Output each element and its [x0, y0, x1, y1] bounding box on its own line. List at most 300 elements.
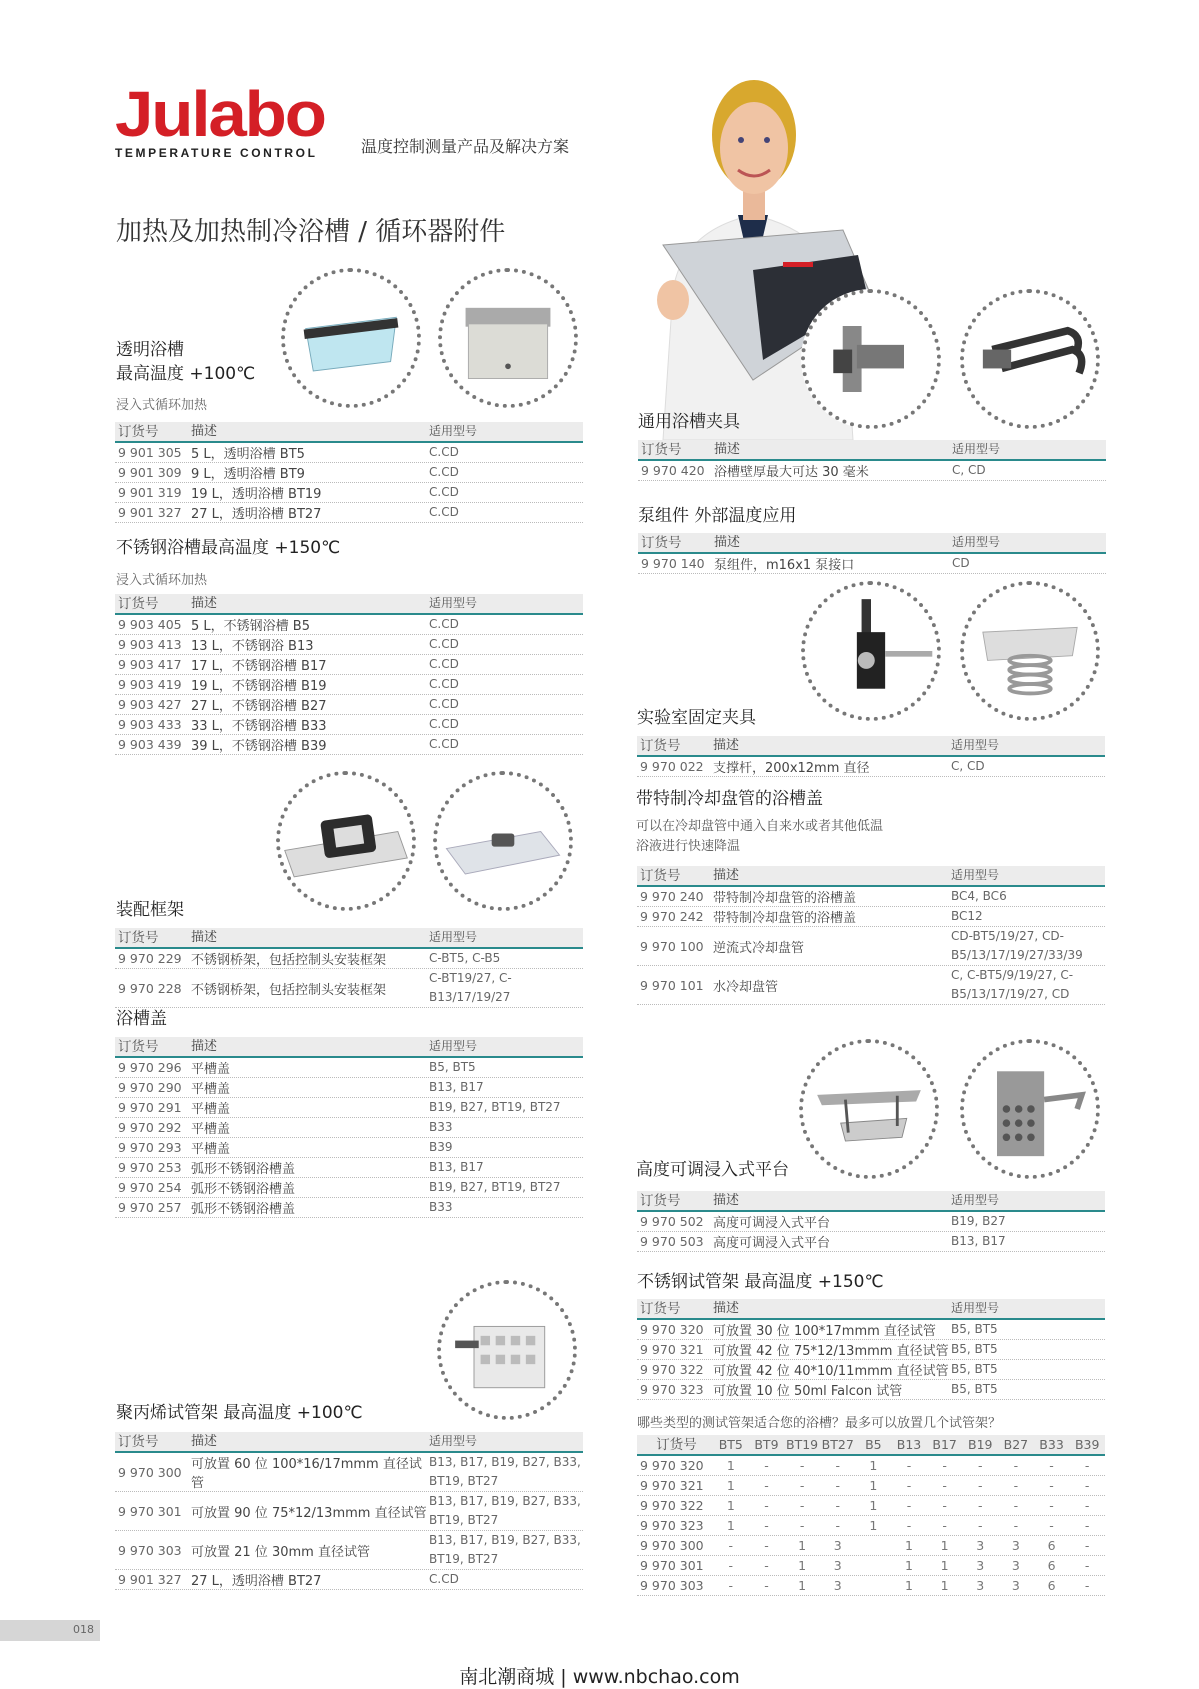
rack-count: 1: [869, 1478, 878, 1493]
column-header: B19: [968, 1437, 993, 1452]
table-row: [115, 1453, 583, 1492]
table-row: [637, 1456, 1105, 1476]
table-row: [115, 463, 583, 483]
rack-count: -: [764, 1498, 769, 1513]
compatible-models: C.CD: [429, 617, 459, 631]
order-number: 9 903 413: [118, 637, 182, 652]
order-number: 9 970 303: [640, 1578, 704, 1593]
table-header: [115, 1037, 583, 1058]
compatible-models: CD-BT5/19/27, CD-B5/13/17/19/27/33/39: [951, 929, 1083, 962]
order-number: 9 970 320: [640, 1458, 704, 1473]
table-row: [637, 1320, 1105, 1340]
description: 平槽盖: [191, 1062, 231, 1077]
order-number: 9 970 323: [640, 1518, 704, 1533]
rack-count: [856, 1536, 892, 1555]
description: 平槽盖: [191, 1122, 231, 1137]
order-number: 9 970 420: [641, 463, 705, 478]
compatible-models: B13, B17: [951, 1234, 1006, 1248]
order-number: 9 970 291: [118, 1100, 182, 1115]
rack-count: -: [835, 1478, 840, 1493]
rack-count: -: [942, 1478, 947, 1493]
table-row: [637, 1516, 1105, 1536]
bath-lid-table: [115, 1037, 583, 1218]
description: 支撑杆，200x12mm 直径: [713, 761, 870, 776]
rack-count: -: [1013, 1518, 1019, 1533]
order-number: 9 903 417: [118, 657, 182, 672]
table-row: [115, 635, 583, 655]
table-row: [637, 1212, 1105, 1232]
description: 5 L，透明浴槽 BT5: [191, 447, 305, 462]
table-row: [115, 695, 583, 715]
compatible-models: C.CD: [429, 657, 459, 671]
column-header: 适用型号: [429, 1039, 478, 1053]
column-header: 订货号: [640, 1193, 681, 1209]
table-header: [115, 422, 583, 443]
rack-count: -: [764, 1578, 769, 1593]
rack-count: -: [799, 1498, 805, 1513]
column-header: 适用型号: [429, 424, 478, 438]
column-header: 订货号: [640, 738, 681, 754]
order-number: 9 970 296: [118, 1060, 182, 1075]
column-header: 适用型号: [951, 1301, 1000, 1315]
compatible-models: C.CD: [429, 677, 459, 691]
compatible-models: B5, BT5: [429, 1060, 476, 1074]
description: 弧形不锈钢浴槽盖: [191, 1202, 296, 1217]
compatible-models: B33: [429, 1200, 453, 1214]
cooling-lid-description: [636, 817, 883, 857]
rack-count: 1: [940, 1538, 949, 1553]
table-row: [637, 1232, 1105, 1252]
order-number: 9 970 502: [640, 1214, 704, 1229]
column-header: 订货号: [118, 596, 159, 612]
column-header: 适用型号: [952, 442, 1001, 456]
footer-watermark: 南北潮商城 | www.nbchao.com: [459, 1666, 740, 1688]
order-number: 9 901 309: [118, 465, 182, 480]
stainless-rack-heading: 不锈钢试管架 最高温度 +150℃: [637, 1272, 884, 1292]
table-row: [637, 887, 1105, 907]
rack-count: -: [1013, 1498, 1019, 1513]
column-header: 订货号: [118, 424, 159, 440]
rack-count: 1: [905, 1538, 913, 1553]
compatible-models: C.CD: [429, 445, 459, 459]
rack-count: [856, 1576, 892, 1595]
rack-count: 6: [1047, 1578, 1056, 1593]
description: 17 L，不锈钢浴槽 B17: [191, 659, 327, 674]
clamp-parts-image: [960, 289, 1100, 429]
description: 高度可调浸入式平台: [713, 1216, 831, 1231]
rack-count: -: [1084, 1578, 1090, 1593]
column-header: 适用型号: [951, 1193, 1000, 1207]
column-header: 适用型号: [429, 930, 478, 944]
column-header: BT9: [754, 1437, 779, 1452]
rack-count: -: [1084, 1558, 1090, 1573]
compatible-models: B19, B27, BT19, BT27: [429, 1180, 561, 1194]
cooling-lid-table: [637, 866, 1105, 1005]
rack-count: 1: [726, 1458, 735, 1473]
table-row: [637, 1576, 1105, 1596]
rack-count: -: [978, 1458, 983, 1473]
table-header: [638, 533, 1106, 554]
bath-lid-image: [433, 771, 573, 911]
page-number-bar: [0, 1620, 100, 1641]
compatible-models: C.CD: [429, 717, 459, 731]
order-number: 9 970 290: [118, 1080, 182, 1095]
rack-count: 1: [905, 1578, 913, 1593]
compatible-models: B39: [429, 1140, 453, 1154]
table-row: [115, 503, 583, 523]
rack-count: -: [1084, 1478, 1090, 1493]
description: 13 L，不锈钢浴 B13: [191, 639, 314, 654]
table-header: [637, 736, 1105, 757]
order-number: 9 901 319: [118, 485, 182, 500]
description: 27 L，透明浴槽 BT27: [191, 507, 322, 522]
order-number: 9 901 327: [118, 1572, 182, 1587]
compatible-models: C.CD: [429, 485, 459, 499]
description: 5 L，不锈钢浴槽 B5: [191, 619, 310, 634]
rack-count: 3: [1011, 1578, 1020, 1593]
table-header: [115, 594, 583, 615]
table-row: [115, 969, 583, 1008]
table-row: [115, 1531, 583, 1570]
column-header: B33: [1039, 1437, 1064, 1452]
description: 平槽盖: [191, 1102, 231, 1117]
description: 可放置 60 位 100*16/17mmm 直径试管: [191, 1457, 422, 1491]
rack-count: 1: [798, 1558, 807, 1573]
description: 19 L，不锈钢浴槽 B19: [191, 679, 327, 694]
column-header: 描述: [191, 596, 218, 611]
stainless-bath-heading: 不锈钢浴槽最高温度 +150℃: [116, 538, 341, 558]
rack-count: 1: [905, 1558, 913, 1573]
order-number: 9 970 100: [640, 938, 704, 954]
rack-count: 3: [833, 1538, 842, 1553]
description: 不锈钢桥架，包括控制头安装框架: [191, 953, 387, 968]
table-row: [115, 655, 583, 675]
table-row: [637, 1476, 1105, 1496]
compatible-models: B5, BT5: [951, 1322, 998, 1336]
column-header: 描述: [713, 738, 740, 753]
column-header: 订货号: [640, 868, 681, 884]
clear-bath-temp: 最高温度 +100℃: [116, 364, 256, 384]
column-header: 订货号: [118, 1434, 159, 1450]
rack-count: -: [764, 1538, 769, 1553]
column-header: 描述: [191, 1039, 218, 1054]
compatibility-question: 哪些类型的测试管架适合您的浴槽？最多可以放置几个试管架？: [637, 1416, 1002, 1431]
description: 平槽盖: [191, 1082, 231, 1097]
description: 可放置 42 位 75*12/13mmm 直径试管: [713, 1344, 949, 1359]
table-row: [115, 443, 583, 463]
order-number: 9 970 320: [640, 1322, 704, 1337]
table-row: [115, 1078, 583, 1098]
rack-count: -: [1084, 1518, 1090, 1533]
table-row: [115, 949, 583, 969]
order-number: 9 970 254: [118, 1180, 182, 1195]
bath-clamp-table: [638, 440, 1106, 481]
order-number: 9 970 303: [118, 1542, 182, 1558]
column-header: BT19: [786, 1437, 819, 1452]
table-header: [637, 866, 1105, 887]
logo-subtitle: TEMPERATURE CONTROL: [115, 146, 318, 160]
order-number: 9 970 503: [640, 1234, 704, 1249]
rack-count: 6: [1047, 1558, 1056, 1573]
compatible-models: C-BT5, C-B5: [429, 951, 501, 965]
compatible-models: BC4, BC6: [951, 889, 1007, 903]
rack-count: -: [1049, 1498, 1054, 1513]
table-row: [637, 1360, 1105, 1380]
cooling-lid-description-line1: 可以在冷却盘管中通入自来水或者其他低温: [636, 819, 884, 834]
column-header: 描述: [714, 442, 741, 457]
tagline: 温度控制测量产品及解决方案: [361, 137, 570, 156]
description: 19 L，透明浴槽 BT19: [191, 487, 322, 502]
description: 27 L，透明浴槽 BT27: [191, 1574, 322, 1589]
column-header: 订货号: [641, 535, 682, 551]
order-number: 9 970 140: [641, 556, 705, 571]
rack-count: 1: [726, 1498, 735, 1513]
table-row: [115, 1178, 583, 1198]
compatible-models: BC12: [951, 909, 983, 923]
column-header: 订货号: [656, 1437, 697, 1453]
column-header: 描述: [713, 868, 740, 883]
table-header: [115, 928, 583, 949]
column-header: B39: [1074, 1437, 1100, 1452]
column-header: B17: [932, 1437, 957, 1452]
pump-kit-heading: 泵组件 外部温度应用: [638, 506, 797, 526]
table-row: [115, 1570, 583, 1590]
column-header: BT27: [821, 1437, 854, 1452]
rack-count: -: [835, 1518, 840, 1533]
rack-count: 1: [869, 1498, 878, 1513]
description: 高度可调浸入式平台: [713, 1236, 831, 1251]
table-row: [115, 675, 583, 695]
compatible-models: B13, B17: [429, 1080, 484, 1094]
table-row: [637, 907, 1105, 927]
bath-clamp-image: [801, 289, 941, 429]
compatible-models: C.CD: [429, 737, 459, 751]
order-number: 9 970 240: [640, 889, 704, 904]
rack-count: -: [799, 1458, 805, 1473]
stainless-bath-table: [115, 594, 583, 755]
compatible-models: C, CD: [951, 759, 985, 773]
order-number: 9 970 293: [118, 1140, 182, 1155]
compatible-models: B5, BT5: [951, 1342, 998, 1356]
column-header: 描述: [714, 535, 741, 550]
rack-count: 3: [833, 1558, 842, 1573]
order-number: 9 970 292: [118, 1120, 182, 1135]
order-number: 9 903 427: [118, 697, 182, 712]
compatible-models: B19, B27, BT19, BT27: [429, 1100, 561, 1114]
rack-count: -: [978, 1498, 983, 1513]
column-header: 适用型号: [429, 1434, 478, 1448]
order-number: 9 903 433: [118, 717, 182, 732]
compatible-models: B13, B17, B19, B27, B33, BT19, BT27: [429, 1494, 581, 1527]
description: 带特制冷却盘管的浴槽盖: [713, 891, 857, 906]
description: 不锈钢桥架，包括控制头安装框架: [191, 982, 387, 998]
rack-count: 1: [940, 1578, 949, 1593]
table-header: [638, 440, 1106, 461]
column-header: 描述: [191, 930, 218, 945]
pp-rack-heading: 聚丙烯试管架 最高温度 +100℃: [116, 1403, 363, 1423]
description: 弧形不锈钢浴槽盖: [191, 1182, 296, 1197]
compatible-models: B33: [429, 1120, 453, 1134]
order-number: 9 901 305: [118, 445, 182, 460]
description: 可放置 21 位 30mm 直径试管: [191, 1544, 370, 1560]
stainless-rack-table: [637, 1299, 1105, 1400]
description: 可放置 10 位 50ml Falcon 试管: [713, 1384, 903, 1399]
platform-heading: 高度可调浸入式平台: [636, 1160, 789, 1180]
bath-clamp-heading: 通用浴槽夹具: [638, 412, 740, 432]
description: 带特制冷却盘管的浴槽盖: [713, 911, 857, 926]
immersion-platform-image: [799, 1039, 939, 1179]
column-header: 适用型号: [951, 868, 1000, 882]
cooling-lid-description-line2: 浴液进行快速降温: [636, 839, 741, 854]
rack-count: 6: [1047, 1538, 1056, 1553]
rack-count: 1: [726, 1518, 735, 1533]
pump-kit-table: [638, 533, 1106, 574]
rack-count: -: [978, 1518, 983, 1533]
rack-count: -: [906, 1458, 912, 1473]
rack-count: -: [835, 1498, 840, 1513]
table-row: [115, 615, 583, 635]
table-header: [115, 1432, 583, 1453]
description: 27 L，不锈钢浴槽 B27: [191, 699, 327, 714]
pump-kit-image: [801, 581, 941, 721]
order-number: 9 970 301: [640, 1558, 704, 1573]
rack-count: -: [764, 1478, 769, 1493]
page-title: 加热及加热制冷浴槽 / 循环器附件: [116, 217, 506, 247]
compatible-models: C.CD: [429, 505, 459, 519]
description: 9 L，透明浴槽 BT9: [191, 467, 305, 482]
order-number: 9 970 101: [640, 977, 704, 993]
rack-count: 3: [833, 1578, 842, 1593]
column-header: 适用型号: [951, 738, 1000, 752]
column-header: 适用型号: [429, 596, 478, 610]
table-row: [115, 483, 583, 503]
platform-table: [637, 1191, 1105, 1252]
order-number: 9 970 301: [118, 1503, 182, 1519]
description: 弧形不锈钢浴槽盖: [191, 1162, 296, 1177]
compatible-models: B13, B17, B19, B27, B33, BT19, BT27: [429, 1455, 581, 1488]
rack-count: -: [764, 1518, 769, 1533]
rack-count: 3: [976, 1538, 985, 1553]
order-number: 9 970 257: [118, 1200, 182, 1215]
table-row: [637, 1496, 1105, 1516]
rack-count: -: [906, 1518, 912, 1533]
table-header: [637, 1191, 1105, 1212]
column-header: 订货号: [640, 1301, 681, 1317]
table-row: [637, 1340, 1105, 1360]
order-number: 9 903 405: [118, 617, 182, 632]
order-number: 9 903 439: [118, 737, 182, 752]
polypropylene-rack-image: [437, 1280, 577, 1420]
rack-count: -: [728, 1538, 734, 1553]
column-header: 订货号: [118, 1039, 159, 1055]
column-header: BT5: [718, 1437, 743, 1452]
cooling-coil-lid-image: [960, 581, 1100, 721]
description: 可放置 90 位 75*12/13mmm 直径试管: [191, 1505, 427, 1521]
rack-count: -: [1049, 1518, 1054, 1533]
column-header: 适用型号: [952, 535, 1001, 549]
description: 可放置 42 位 40*10/11mmm 直径试管: [713, 1364, 949, 1379]
column-header: 描述: [191, 424, 218, 439]
page-number: 018: [73, 1623, 94, 1636]
rack-count: 3: [1011, 1538, 1020, 1553]
bridge-frame-image: [276, 771, 416, 911]
table-row: [637, 757, 1105, 777]
column-header: 描述: [713, 1193, 740, 1208]
order-number: 9 970 323: [640, 1382, 704, 1397]
compatible-models: C, CD: [952, 463, 986, 477]
rack-count: -: [978, 1478, 983, 1493]
compatible-models: C, C-BT5/9/19/27, C-B5/13/17/19/27, CD: [951, 968, 1074, 1001]
description: 可放置 30 位 100*17mmm 直径试管: [713, 1324, 936, 1339]
rack-count: -: [1084, 1458, 1090, 1473]
rack-count: -: [1049, 1478, 1054, 1493]
compatible-models: B5, BT5: [951, 1362, 998, 1376]
description: 39 L，不锈钢浴槽 B39: [191, 739, 327, 754]
cooling-lid-heading: 带特制冷却盘管的浴槽盖: [636, 789, 823, 809]
table-row: [637, 1556, 1105, 1576]
logo-wordmark: Julabo: [115, 78, 325, 150]
description: 33 L，不锈钢浴槽 B33: [191, 719, 327, 734]
compatible-models: CD: [952, 556, 970, 570]
column-header: B13: [896, 1437, 922, 1452]
rack-count: 3: [1011, 1558, 1020, 1573]
stainless-bath-subtitle: 浸入式循环加热: [116, 573, 208, 588]
description: 逆流式冷却盘管: [713, 940, 805, 956]
lab-clamp-heading: 实验室固定夹具: [637, 708, 756, 728]
julabo-logo: [115, 78, 345, 160]
rack-count: -: [1013, 1478, 1019, 1493]
stainless-rack-image: [960, 1039, 1100, 1179]
table-row: [115, 1492, 583, 1531]
compatible-models: C.CD: [429, 1572, 459, 1586]
rack-count: -: [799, 1518, 805, 1533]
rack-count: -: [1084, 1538, 1090, 1553]
rack-count: -: [799, 1478, 805, 1493]
compatible-models: C-BT19/27, C-B13/17/19/27: [429, 971, 512, 1004]
rack-count: 1: [798, 1538, 807, 1553]
clear-bath-subtitle: 浸入式循环加热: [116, 398, 208, 413]
column-header: 描述: [191, 1434, 218, 1449]
rack-count: -: [1013, 1458, 1019, 1473]
order-number: 9 970 242: [640, 909, 704, 924]
column-header: B5: [865, 1437, 882, 1452]
order-number: 9 903 419: [118, 677, 182, 692]
mounting-frame-heading: 装配框架: [116, 900, 184, 920]
rack-count: -: [1049, 1458, 1054, 1473]
rack-count: 1: [869, 1518, 878, 1533]
rack-count: [856, 1556, 892, 1575]
order-number: 9 970 253: [118, 1160, 182, 1175]
order-number: 9 970 229: [118, 951, 182, 966]
rack-count: -: [942, 1498, 947, 1513]
rack-count: -: [906, 1498, 912, 1513]
compatible-models: B13, B17: [429, 1160, 484, 1174]
rack-count: -: [906, 1478, 912, 1493]
table-row: [115, 1138, 583, 1158]
rack-count: 3: [976, 1578, 985, 1593]
compatible-models: B19, B27: [951, 1214, 1006, 1228]
order-number: 9 901 327: [118, 505, 182, 520]
rack-count: 3: [976, 1558, 985, 1573]
column-header: B27: [1003, 1437, 1029, 1452]
rack-count: -: [1084, 1498, 1090, 1513]
rack-count: 1: [798, 1578, 807, 1593]
rack-count: -: [942, 1458, 947, 1473]
order-number: 9 970 228: [118, 980, 182, 996]
compatible-models: C.CD: [429, 637, 459, 651]
rack-count: 1: [869, 1458, 878, 1473]
clear-bath-heading: 透明浴槽: [116, 340, 184, 360]
